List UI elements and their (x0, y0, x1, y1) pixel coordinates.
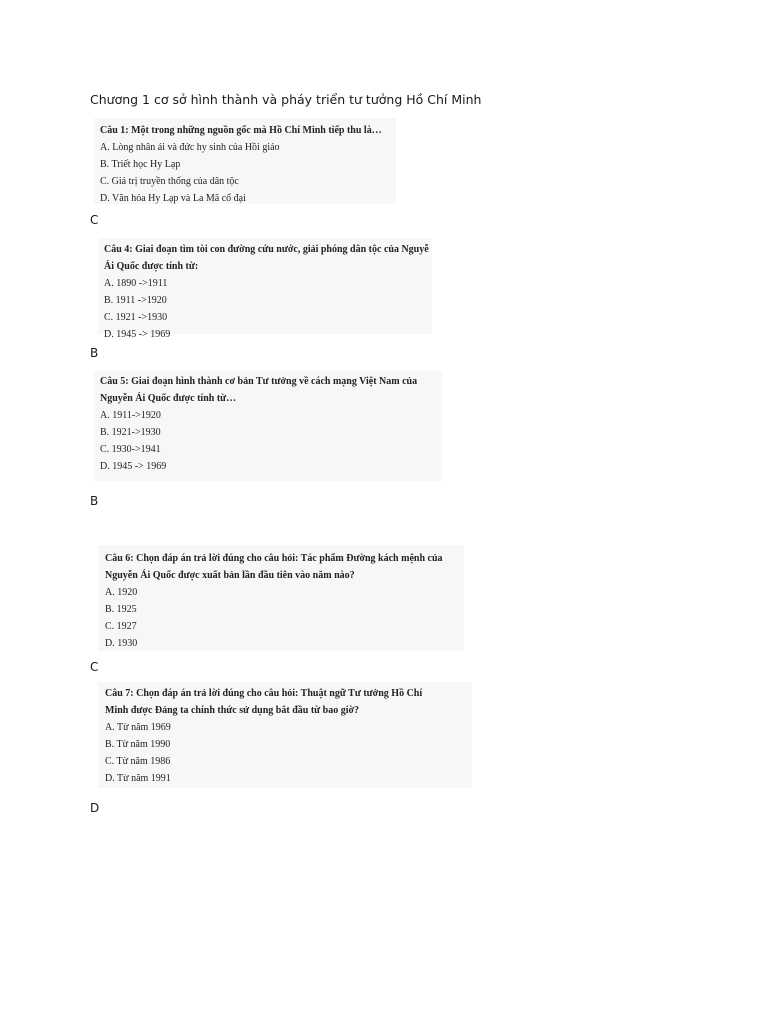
question-image-4 (98, 238, 432, 340)
option-c: C. 1930->1941 (100, 444, 161, 455)
question-heading: Câu 4: Giai đoạn tìm tòi con đường cứu nước, giải phóng dân tộc của Nguyễ (104, 244, 429, 255)
question-heading-cont: Minh được Đảng ta chính thức sử dụng bắt đầu từ bao giờ? (105, 705, 360, 716)
answer-1: C (90, 213, 99, 227)
question-image-5 (94, 371, 442, 481)
question-heading: Câu 5: Giai đoạn hình thành cơ bản Tư tưởng về cách mạng Việt Nam của (100, 376, 418, 387)
answer-6: C (90, 660, 99, 674)
option-d: D. 1930 (105, 638, 138, 649)
question-heading: Câu 1: Một trong những nguồn gốc mà Hồ Chí Minh tiếp thu là… (100, 125, 382, 136)
option-c: C. Từ năm 1986 (105, 756, 171, 767)
option-c: C. 1927 (105, 621, 137, 632)
option-b: B. 1911 ->1920 (104, 295, 167, 306)
option-a: A. Lòng nhân ái và đức hy sinh của Hồi giáo (100, 142, 280, 153)
option-a: A. 1911->1920 (100, 410, 161, 421)
question-heading-cont: Nguyễn Ái Quốc được xuất bản lần đầu tiên vào năm nào? (105, 570, 355, 581)
answer-5: B (90, 494, 99, 508)
option-c: C. 1921 ->1930 (104, 312, 168, 323)
option-a: A. 1890 ->1911 (104, 278, 168, 289)
question-image-6 (98, 545, 464, 651)
option-d: D. Từ năm 1991 (105, 773, 171, 784)
option-b: B. 1921->1930 (100, 427, 161, 438)
option-d: D. 1945 -> 1969 (104, 329, 171, 340)
option-b: B. Triết học Hy Lạp (100, 159, 181, 170)
question-heading: Câu 6: Chọn đáp án trả lời đúng cho câu hỏi: Tác phẩm Đường kách mệnh của (105, 553, 443, 564)
question-heading-cont: Ái Quốc được tính từ: (104, 261, 199, 272)
option-d: D. 1945 -> 1969 (100, 461, 167, 472)
option-b: B. 1925 (105, 604, 137, 615)
question-heading-cont: Nguyễn Ái Quốc được tính từ… (100, 393, 237, 404)
option-a: A. Từ năm 1969 (105, 722, 171, 733)
option-a: A. 1920 (105, 587, 138, 598)
question-heading: Câu 7: Chọn đáp án trả lời đúng cho câu hỏi: Thuật ngữ Tư tưởng Hồ Chí (105, 688, 423, 699)
question-image-7 (98, 682, 472, 788)
answer-7: D (90, 801, 100, 815)
option-b: B. Từ năm 1990 (105, 739, 171, 750)
option-d: D. Văn hóa Hy Lạp và La Mã cổ đại (100, 193, 246, 204)
answer-4: B (90, 346, 99, 360)
option-c: C. Giá trị truyền thống của dân tộc (100, 176, 239, 187)
page-title: Chương 1 cơ sở hình thành và pháy triển tư tưởng Hồ Chí Minh (90, 92, 482, 107)
question-image-1 (94, 118, 396, 204)
